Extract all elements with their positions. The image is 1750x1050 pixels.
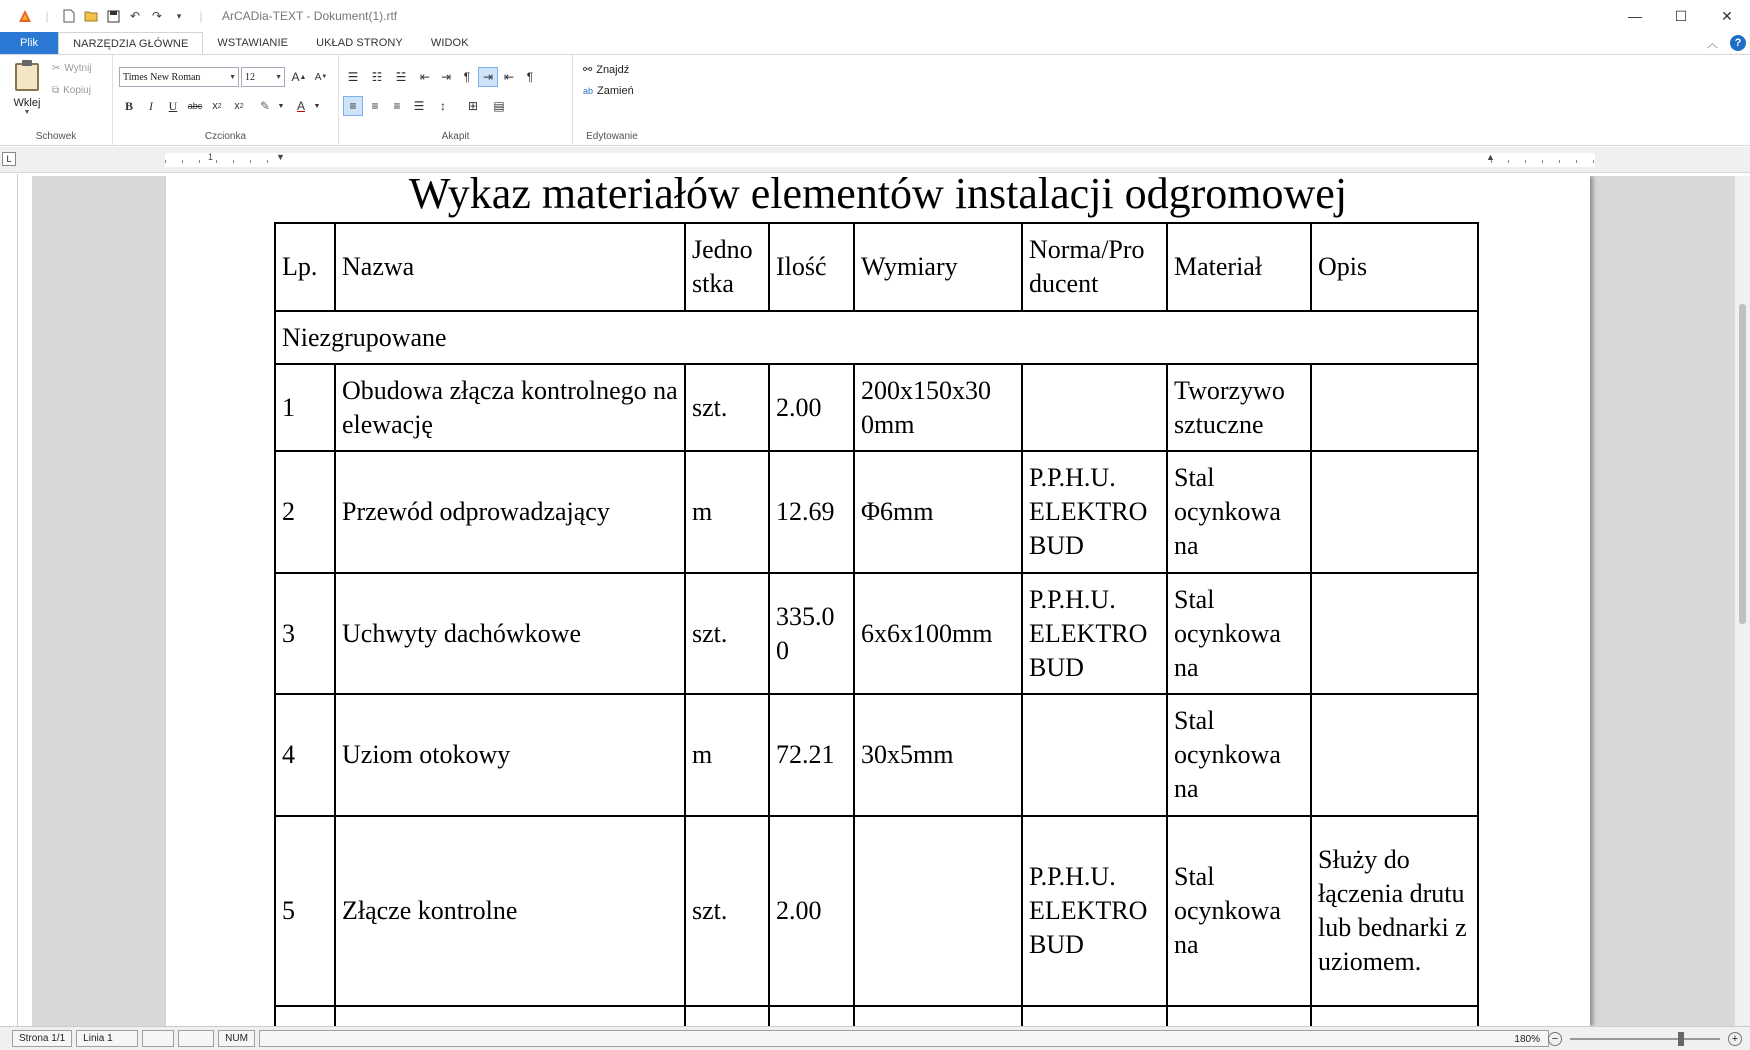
font-size-value: 12: [245, 71, 255, 83]
cell-jednostka: m: [685, 694, 769, 816]
underline-icon[interactable]: U: [168, 98, 178, 113]
scrollbar-thumb[interactable]: [1739, 304, 1746, 624]
table-row: [275, 816, 1478, 1006]
increase-indent-icon[interactable]: ⇥: [440, 70, 452, 84]
materials-table: [274, 222, 1479, 1026]
tab-page-layout[interactable]: UKŁAD STRONY: [316, 37, 403, 49]
page-indicator: Strona 1/1: [12, 1030, 72, 1047]
decrease-indent-icon[interactable]: ⇤: [419, 70, 431, 84]
collapse-ribbon-icon[interactable]: ︿: [1707, 38, 1718, 50]
table-row: [275, 694, 1478, 816]
multilevel-list-icon[interactable]: ☱: [395, 70, 407, 84]
font-group: [113, 55, 339, 146]
status-bar: [0, 1026, 1750, 1050]
cell-wymiary: [854, 816, 1022, 1006]
zoom-control: [1514, 1027, 1742, 1050]
grow-font-icon[interactable]: A ▲: [291, 70, 307, 84]
ruler-tick-label: 1: [208, 152, 214, 162]
bold-icon[interactable]: B: [124, 98, 133, 113]
superscript-icon[interactable]: x 2: [234, 100, 244, 112]
copy-icon: ⧉: [52, 85, 60, 96]
vertical-scrollbar[interactable]: [1735, 176, 1750, 1026]
paragraph-group: [339, 55, 573, 146]
ribbon: [0, 54, 1750, 146]
table-header-row: [275, 223, 1478, 311]
paragraph-group-label: Akapit: [441, 131, 470, 142]
find-label: Znajdź: [596, 63, 630, 76]
editing-group-label: Edytowanie: [586, 131, 638, 142]
ltr-direction-icon[interactable]: ⇥: [478, 67, 498, 87]
cell-material: Stal ocynkowa na: [1167, 451, 1311, 573]
find-button[interactable]: [583, 63, 629, 76]
tab-home[interactable]: NARZĘDZIA GŁÓWNE: [58, 32, 203, 54]
cell-wymiary: Φ6mm: [854, 451, 1022, 573]
separator-icon: |: [45, 9, 49, 23]
zoom-in-icon[interactable]: +: [1728, 1032, 1742, 1046]
borders-icon[interactable]: ⊞: [467, 99, 479, 113]
cell-jednostka: szt.: [685, 573, 769, 694]
copy-label: Kopiuj: [63, 85, 91, 96]
chevron-down-icon: ▼: [23, 109, 31, 116]
cell-lp: 5: [275, 816, 335, 1006]
num-lock-indicator: NUM: [218, 1030, 255, 1047]
window-controls: [1612, 0, 1750, 32]
header-cell: Wymiary: [854, 223, 1022, 311]
minimize-icon[interactable]: —: [1628, 8, 1642, 24]
save-icon[interactable]: [106, 9, 120, 23]
cell-nazwa: Przewód odprowadzający: [335, 451, 685, 573]
ribbon-tabs: [0, 32, 1750, 54]
font-name-value: Times New Roman: [123, 71, 201, 83]
quick-access-toolbar: [0, 9, 208, 23]
title-bar: [0, 0, 1750, 32]
editing-group: [573, 55, 651, 146]
line-indicator: Linia 1: [76, 1030, 138, 1047]
empty-indicator: [142, 1030, 174, 1047]
rtl-direction-icon[interactable]: ⇤: [503, 70, 515, 84]
header-cell: Nazwa: [335, 223, 685, 311]
maximize-icon[interactable]: ☐: [1674, 7, 1688, 24]
tab-view[interactable]: WIDOK: [430, 37, 469, 49]
cell-material: Stal ocynkowa na: [1167, 816, 1311, 1006]
cut-label: Wytnij: [64, 63, 92, 74]
cell-wymiary: 200x150x30 0mm: [854, 364, 1022, 451]
replace-label: Zamień: [597, 85, 634, 97]
tab-stop-selector[interactable]: L: [2, 152, 16, 166]
document-page[interactable]: [166, 176, 1590, 1026]
chevron-down-icon[interactable]: ▼: [313, 102, 321, 110]
clipboard-icon: [15, 63, 39, 91]
cell-jednostka: m: [685, 451, 769, 573]
table-row: [275, 364, 1478, 451]
cell-lp: 1: [275, 364, 335, 451]
cell-wymiary: 6x6x100mm: [854, 573, 1022, 694]
zoom-slider-thumb[interactable]: [1678, 1032, 1684, 1046]
cell-opis: [1311, 573, 1478, 694]
undo-icon[interactable]: ↶: [129, 9, 141, 23]
cell-nazwa: Uziom otokowy: [335, 694, 685, 816]
header-cell: Ilość: [769, 223, 854, 311]
font-color-icon[interactable]: A: [296, 99, 305, 113]
paste-label: Wklej: [13, 97, 41, 109]
cell-lp: 2: [275, 451, 335, 573]
close-icon[interactable]: ✕: [1721, 7, 1733, 24]
header-cell: Norma/Pro ducent: [1022, 223, 1167, 311]
header-cell: Jedno stka: [685, 223, 769, 311]
clipboard-group-label: Schowek: [35, 131, 77, 142]
redo-icon[interactable]: ↷: [151, 9, 163, 23]
line-spacing-icon[interactable]: ↕: [440, 99, 446, 113]
open-folder-icon[interactable]: [84, 9, 98, 23]
cell-ilosc: 12.69: [769, 451, 854, 573]
scissors-icon: ✂: [52, 63, 61, 74]
zoom-level: 180%: [1514, 1033, 1540, 1045]
chevron-down-icon[interactable]: ▼: [277, 102, 285, 110]
cell-norma: [1022, 364, 1167, 451]
group-row: [275, 311, 1478, 364]
cell-ilosc: 72.21: [769, 694, 854, 816]
strikethrough-icon[interactable]: abc: [187, 101, 203, 111]
replace-icon: ab: [583, 86, 594, 96]
empty-indicator: [178, 1030, 214, 1047]
cell-norma: [1022, 694, 1167, 816]
table-row: [275, 1006, 1478, 1026]
cell-nazwa: Złącze kontrolne: [335, 816, 685, 1006]
cell-ilosc: 2.00: [769, 816, 854, 1006]
app-logo-icon: [18, 9, 32, 23]
cell-nazwa: Obudowa złącza kontrolnego na elewację: [335, 364, 685, 451]
chevron-down-icon: ▼: [275, 73, 282, 81]
document-title: Wykaz materiałów elementów instalacji odgromowej: [408, 176, 1348, 218]
cell-ilosc: 2.00: [769, 364, 854, 451]
status-message: [259, 1030, 1549, 1047]
cell-norma: P.P.H.U. ELEKTRO BUD: [1022, 816, 1167, 1006]
cell-nazwa: Uchwyty dachówkowe: [335, 573, 685, 694]
justify-icon[interactable]: ☰: [413, 99, 425, 113]
shrink-font-icon[interactable]: A ▼: [314, 71, 328, 83]
horizontal-ruler-bar: [0, 147, 1750, 173]
help-icon[interactable]: ?: [1730, 35, 1746, 51]
paste-button[interactable]: [8, 61, 46, 121]
rtl-paragraph-icon[interactable]: ¶: [463, 70, 471, 84]
font-size-select[interactable]: [241, 67, 285, 87]
zoom-out-icon[interactable]: −: [1548, 1032, 1562, 1046]
header-cell: Lp.: [275, 223, 335, 311]
ruler-text-area[interactable]: [276, 153, 1488, 167]
shading-icon[interactable]: ▤: [493, 99, 505, 113]
cell-wymiary: 30x5mm: [854, 694, 1022, 816]
vertical-ruler[interactable]: [0, 174, 18, 1026]
cell-opis: [1311, 451, 1478, 573]
cell-opis: [1311, 694, 1478, 816]
cell-material: Tworzywo sztuczne: [1167, 364, 1311, 451]
clipboard-group: [0, 55, 113, 146]
first-line-indent-marker[interactable]: ▼: [276, 152, 285, 162]
font-name-select[interactable]: [119, 67, 239, 87]
cell-lp: 3: [275, 573, 335, 694]
zoom-slider[interactable]: [1570, 1038, 1720, 1040]
cell-opis: [1311, 364, 1478, 451]
cell-opis: Służy do łączenia drutu lub bednarki z uziomem.: [1311, 816, 1478, 1006]
cell-jednostka: szt.: [685, 816, 769, 1006]
group-label: Niezgrupowane: [275, 311, 1478, 364]
customize-dropdown-icon[interactable]: ▾: [176, 10, 182, 21]
window-title: ArCADia-TEXT - Dokument(1).rtf: [222, 9, 398, 23]
cell-norma: P.P.H.U. ELEKTRO BUD: [1022, 451, 1167, 573]
cell-material: Stal ocynkowa na: [1167, 573, 1311, 694]
numbering-icon[interactable]: ☷: [371, 70, 383, 84]
document-area[interactable]: [32, 176, 1750, 1026]
subscript-icon[interactable]: x 2: [212, 100, 222, 112]
cut-button[interactable]: [52, 63, 92, 74]
italic-icon[interactable]: I: [149, 98, 153, 113]
cell-material: Stal ocynkowa na: [1167, 694, 1311, 816]
show-formatting-icon[interactable]: ¶: [526, 70, 534, 84]
header-cell: Opis: [1311, 223, 1478, 311]
font-group-label: Czcionka: [204, 131, 247, 142]
binoculars-icon: ⚯: [583, 64, 593, 76]
copy-button[interactable]: [52, 85, 91, 96]
table-row: [275, 573, 1478, 694]
tab-insert[interactable]: WSTAWIANIE: [217, 37, 289, 49]
align-right-icon[interactable]: ≡: [393, 99, 401, 113]
align-center-icon[interactable]: ≡: [371, 99, 379, 113]
cell-norma: P.P.H.U. ELEKTRO BUD: [1022, 573, 1167, 694]
replace-button[interactable]: [583, 85, 634, 97]
highlight-icon[interactable]: ✎: [259, 99, 271, 113]
chevron-down-icon: ▼: [229, 73, 236, 81]
cell-lp: 4: [275, 694, 335, 816]
table-row: [275, 451, 1478, 573]
bullets-icon[interactable]: ☰: [347, 70, 359, 84]
cell-jednostka: szt.: [685, 364, 769, 451]
right-indent-marker[interactable]: ▲: [1486, 152, 1495, 162]
cell-ilosc: 335.0 0: [769, 573, 854, 694]
tab-file[interactable]: Plik: [0, 32, 58, 54]
align-left-icon[interactable]: ≡: [343, 96, 363, 116]
separator-icon: |: [199, 9, 203, 23]
new-document-icon[interactable]: [62, 9, 76, 23]
header-cell: Materiał: [1167, 223, 1311, 311]
